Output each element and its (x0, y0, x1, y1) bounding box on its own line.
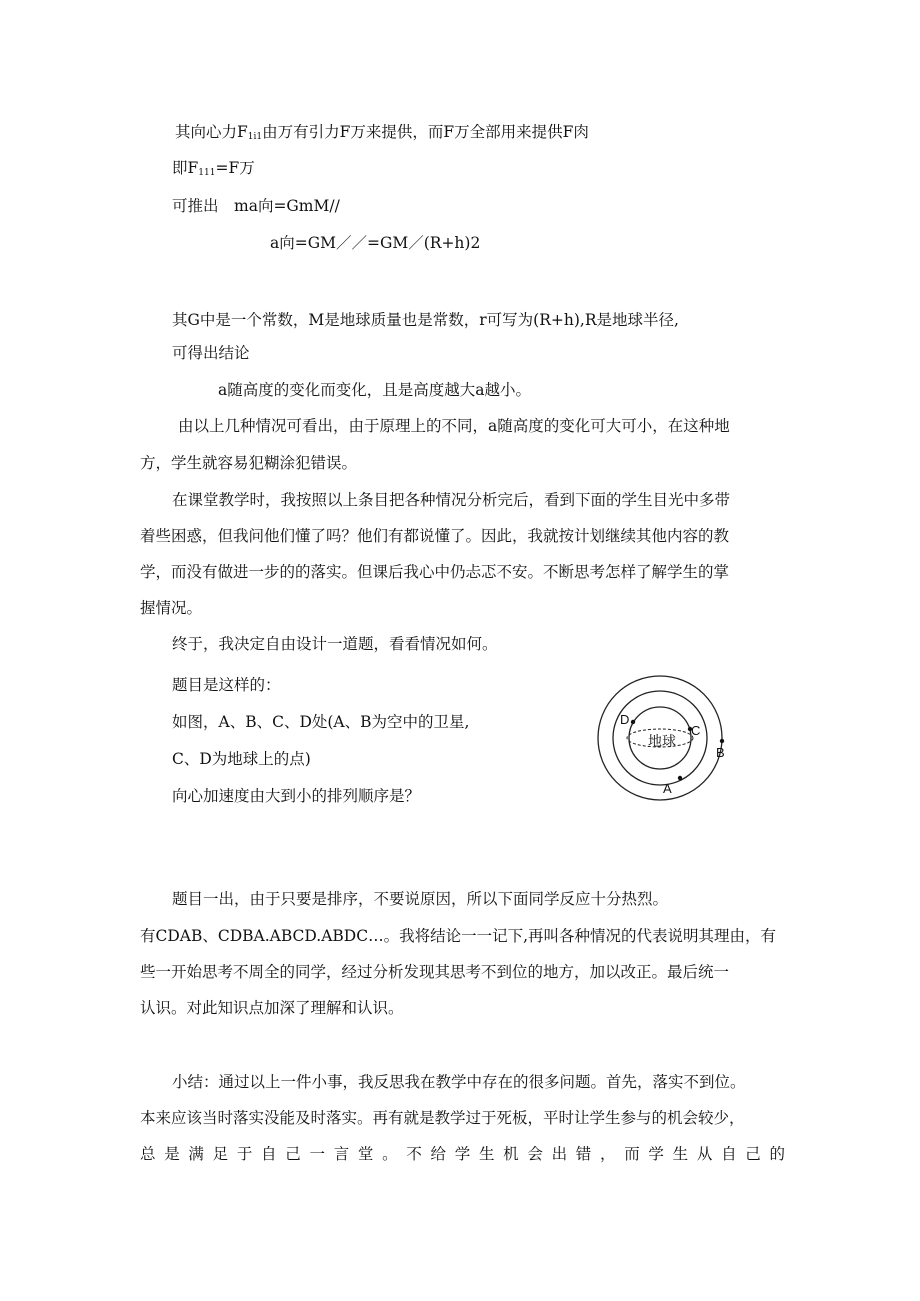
label-c: C (691, 723, 701, 738)
text-span: =F万 (215, 159, 255, 177)
text-line-18: 向心加速度由大到小的排列顺序是？ (172, 787, 421, 805)
point-d (631, 720, 635, 724)
text-line-3: 可推出 ma向=GmM// (172, 197, 340, 215)
text-line-2 (172, 158, 255, 183)
text-line-25: 总是满足于自己一言堂。不给学生机会出错，而学生从自己的 (140, 1145, 785, 1163)
text-line-8: 由以上几种情况可看出，由于原理上的不同，a随高度的变化可大可小，在这种地 (178, 417, 730, 435)
text-line-24: 本来应该当时落实没能及时落实。再有就是教学过于死板，平时让学生参与的机会较少， (140, 1109, 745, 1127)
text-line-11: 着些困惑，但我问他们懂了吗？他们有都说懂了。因此，我就按计划继续其他内容的教 (140, 527, 730, 545)
text-line-5: 其G中是一个常数，M是地球质量也是常数，r可写为(R+h),R是地球半径, (172, 311, 679, 329)
earth-label: 地球 (648, 735, 676, 750)
text-line-21: 些一开始思考不周全的同学，经过分析发现其思考不到位的地方，加以改正。最后统一 (140, 963, 730, 981)
text-line-7: a随高度的变化而变化，且是高度越大a越小。 (218, 381, 531, 399)
text-line-4: a向=GM／／=GM／(R+h)2 (270, 234, 481, 252)
point-b (720, 739, 724, 743)
text-line-12: 学，而没有做进一步的的落实。但课后我心中仍忐忑不安。不断思考怎样了解学生的掌 (140, 563, 730, 581)
label-b: B (716, 745, 725, 760)
text-line-14: 终于，我决定自由设计一道题，看看情况如何。 (172, 635, 498, 653)
label-a: A (663, 781, 672, 796)
orbit-diagram (590, 675, 740, 805)
text-span: 即F (172, 159, 199, 177)
text-span: 其向心力F (175, 123, 248, 141)
text-line-20: 有CDAB、CDBA.ABCD.ABDC…。我将结论一一记下,再叫各种情况的代表说明其理由，有 (140, 927, 777, 945)
subscript: 1i1 (247, 132, 263, 142)
subscript: 111 (198, 168, 216, 178)
text-line-15: 题目是这样的： (172, 676, 281, 694)
text-line-1 (175, 122, 589, 147)
text-line-10: 在课堂教学时，我按照以上条目把各种情况分析完后，看到下面的学生目光中多带 (172, 491, 731, 509)
text-line-13: 握情况。 (140, 599, 203, 617)
text-line-16: 如图，A、B、C、D处(A、B为空中的卫星, (172, 713, 470, 731)
text-line-17: C、D为地球上的点) (172, 750, 311, 768)
text-line-19: 题目一出，由于只要是排序，不要说原因，所以下面同学反应十分热烈。 (172, 890, 669, 908)
point-a (678, 776, 682, 780)
text-span: 由万有引力F万来提供，而F万全部用来提供F肉 (262, 123, 589, 141)
text-line-6: 可得出结论 (172, 344, 250, 362)
text-line-23: 小结：通过以上一件小事，我反思我在教学中存在的很多问题。首先，落实不到位。 (172, 1073, 746, 1091)
label-d: D (620, 712, 630, 727)
text-line-9: 方，学生就容易犯糊涂犯错误。 (140, 454, 358, 472)
text-line-22: 认识。对此知识点加深了理解和认识。 (140, 999, 404, 1017)
